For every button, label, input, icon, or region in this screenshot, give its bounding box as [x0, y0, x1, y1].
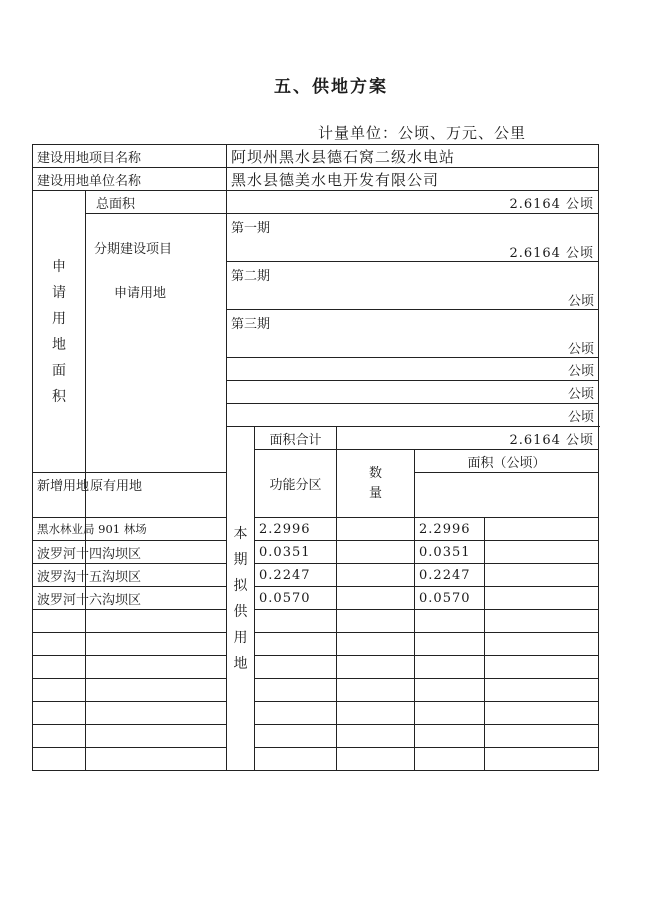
phase-3-cell [227, 310, 599, 358]
count-cell [86, 748, 227, 771]
phase-2-label: 第二期 [231, 269, 271, 284]
table-row [33, 748, 599, 771]
zone-header: 功能分区 [255, 450, 337, 518]
new-land-header: 新增用地 [33, 473, 86, 518]
count-cell [86, 702, 227, 725]
phase-1-label: 第一期 [231, 221, 271, 236]
phase-project-label-line2: 申请用地 [114, 286, 167, 301]
condition-cell [485, 518, 599, 541]
count-header-text: 数量 [369, 465, 383, 501]
zone-cell [33, 702, 86, 725]
area-group-header: 面积（公顷） [415, 450, 599, 473]
condition-cell [485, 564, 599, 587]
supply-side-label [227, 427, 255, 771]
zone-cell [33, 679, 86, 702]
phase-1-cell [227, 214, 599, 262]
zone-cell [33, 633, 86, 656]
new-land-cell [255, 725, 337, 748]
total-area-label: 总面积 [86, 191, 227, 214]
control-cell [415, 656, 485, 679]
apply-side-char: 用 [52, 310, 66, 327]
unit-name-label: 建设用地单位名称 [33, 168, 227, 191]
existing-land-cell [337, 748, 415, 771]
control-cell [415, 679, 485, 702]
new-land-cell [255, 656, 337, 679]
zone-cell: 黑水林业局 901 林场 [33, 518, 86, 541]
table-row [33, 564, 599, 587]
new-land-cell [255, 610, 337, 633]
count-cell [86, 610, 227, 633]
extra-phase-row: 公顷 [227, 381, 599, 404]
existing-land-cell [337, 518, 415, 541]
zone-cell [33, 656, 86, 679]
apply-side-char: 请 [52, 284, 66, 301]
supply-side-char: 用 [233, 629, 248, 646]
extra-phase-row: 公顷 [227, 404, 599, 427]
count-cell [86, 725, 227, 748]
existing-land-cell [337, 610, 415, 633]
new-land-cell [255, 679, 337, 702]
existing-land-cell [337, 633, 415, 656]
condition-cell [485, 587, 599, 610]
table-row [33, 702, 599, 725]
phase-3-label: 第三期 [231, 317, 271, 332]
zone-cell: 波罗河十六沟坝区 [33, 587, 86, 610]
total-area-value: 2.6164 公顷 [227, 191, 599, 214]
control-cell [415, 702, 485, 725]
existing-land-header: 原有用地 [86, 473, 227, 518]
existing-land-cell [337, 587, 415, 610]
phase-3-value: 公顷 [568, 342, 595, 357]
table-row [33, 587, 599, 610]
apply-side-char: 面 [52, 362, 66, 379]
existing-land-cell [337, 541, 415, 564]
table-row [33, 541, 599, 564]
condition-cell [485, 610, 599, 633]
table-row [33, 610, 599, 633]
table-row [33, 518, 599, 541]
new-land-cell [255, 633, 337, 656]
existing-land-cell [337, 702, 415, 725]
control-cell: 0.2247 [415, 564, 485, 587]
existing-land-cell [337, 679, 415, 702]
zone-cell [33, 748, 86, 771]
project-name-value: 阿坝州黑水县德石窝二级水电站 [227, 145, 599, 168]
phase-project-label-line1: 分期建设项目 [94, 242, 173, 257]
zone-cell: 波罗沟十五沟坝区 [33, 564, 86, 587]
condition-cell [485, 679, 599, 702]
count-cell [86, 633, 227, 656]
zone-cell [33, 725, 86, 748]
new-land-cell [255, 748, 337, 771]
count-header [337, 450, 415, 518]
new-land-cell: 0.0570 [255, 587, 337, 610]
phase-2-value: 公顷 [568, 294, 595, 309]
supply-side-char: 拟 [233, 577, 248, 594]
project-name-label: 建设用地项目名称 [33, 145, 227, 168]
control-cell: 2.2996 [415, 518, 485, 541]
apply-side-char: 地 [52, 336, 66, 353]
supply-side-char: 期 [233, 551, 248, 568]
extra-phase-row: 公顷 [227, 358, 599, 381]
table-row [33, 725, 599, 748]
area-total-value: 2.6164 公顷 [337, 427, 599, 450]
count-cell [86, 679, 227, 702]
table-row [33, 656, 599, 679]
condition-cell [485, 748, 599, 771]
existing-land-cell [337, 564, 415, 587]
count-cell [86, 656, 227, 679]
new-land-cell: 0.0351 [255, 541, 337, 564]
zone-cell: 波罗河十四沟坝区 [33, 541, 86, 564]
apply-side-char: 积 [52, 388, 66, 405]
control-cell [415, 633, 485, 656]
control-cell: 0.0570 [415, 587, 485, 610]
supply-side-char: 本 [233, 525, 248, 542]
condition-cell [485, 702, 599, 725]
unit-line: 计量单位：公顷、万元、公里 [318, 124, 527, 142]
phase-1-value: 2.6164 公顷 [509, 246, 595, 261]
page-title: 五、供地方案 [274, 77, 388, 97]
supply-side-char: 地 [233, 655, 248, 672]
zone-cell [33, 610, 86, 633]
apply-side-label [33, 191, 86, 473]
table-row [33, 679, 599, 702]
unit-name-value: 黑水县德美水电开发有限公司 [227, 168, 599, 191]
control-cell [415, 725, 485, 748]
condition-cell [485, 656, 599, 679]
control-cell [415, 610, 485, 633]
existing-land-cell [337, 725, 415, 748]
table-row [33, 633, 599, 656]
existing-land-cell [337, 656, 415, 679]
new-land-cell: 2.2996 [255, 518, 337, 541]
land-supply-table [32, 144, 599, 771]
supply-side-char: 供 [233, 603, 248, 620]
apply-side-char: 申 [52, 258, 66, 275]
condition-cell [485, 633, 599, 656]
new-land-cell: 0.2247 [255, 564, 337, 587]
control-cell: 0.0351 [415, 541, 485, 564]
condition-cell [485, 725, 599, 748]
new-land-cell [255, 702, 337, 725]
control-cell [415, 748, 485, 771]
area-total-label: 面积合计 [255, 427, 337, 450]
phase-project-label [86, 214, 227, 473]
condition-cell [485, 541, 599, 564]
phase-2-cell [227, 262, 599, 310]
